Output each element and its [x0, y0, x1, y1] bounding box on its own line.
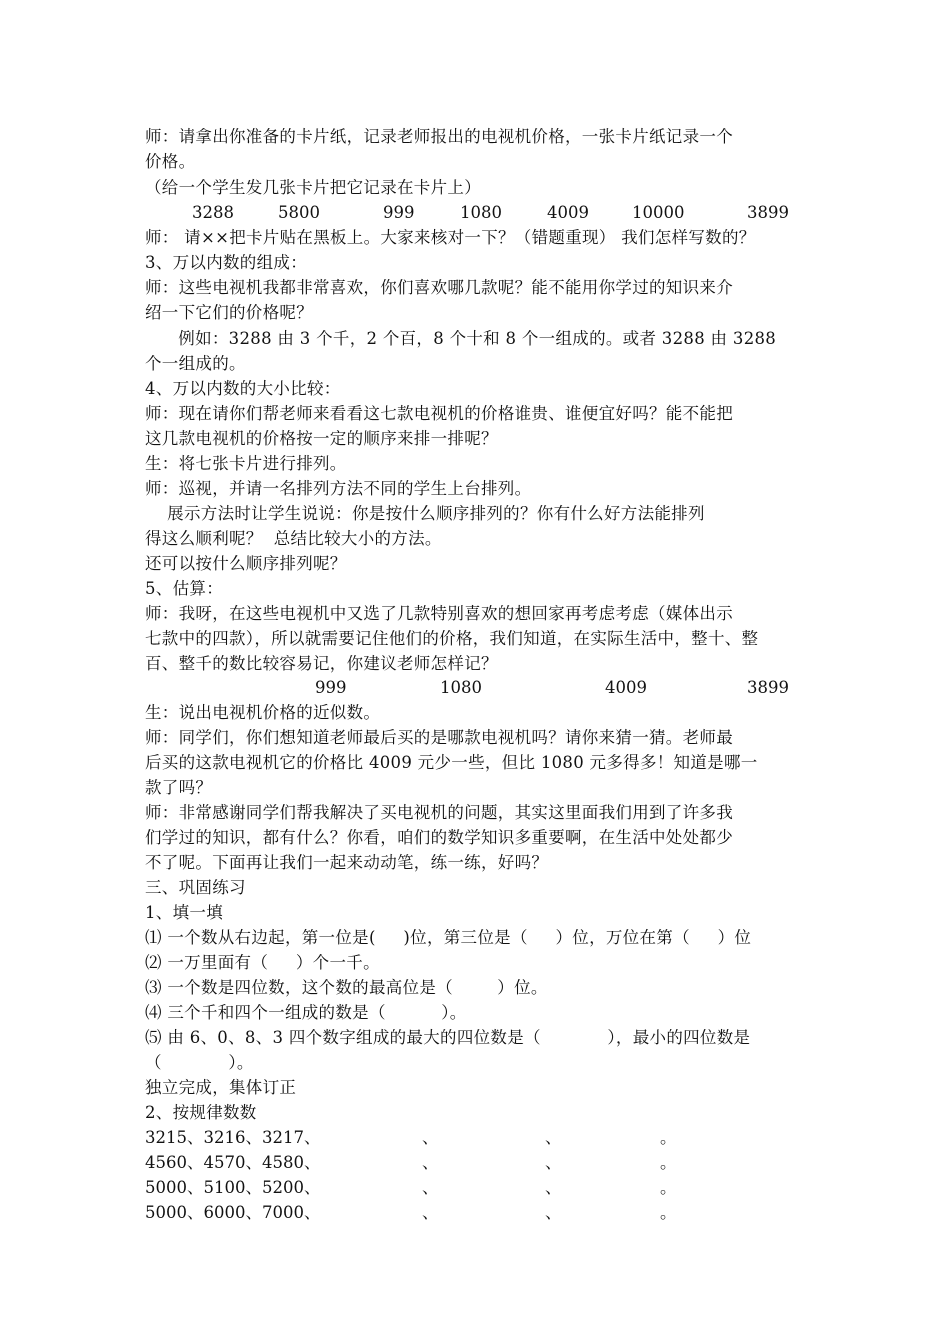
sequence-start: 3215、3216、3217、 — [145, 1128, 321, 1147]
sequence-start: 5000、5100、5200、 — [145, 1178, 321, 1197]
sequence-end: 。 — [660, 1153, 677, 1172]
section-heading: 三、巩固练习 — [145, 878, 246, 897]
section-heading: 1、填一填 — [145, 903, 223, 922]
text-line: 师：非常感谢同学们帮我解决了买电视机的问题，其实这里面我们用到了许多我 — [145, 803, 733, 822]
text-line: （给一个学生发几张卡片把它记录在卡片上） — [145, 178, 481, 197]
sequence-separator: 、 — [422, 1203, 439, 1222]
exercise-item: ⑵ 一万里面有（ ）个一千。 — [145, 953, 380, 972]
sequence-start: 5000、6000、7000、 — [145, 1203, 321, 1222]
sequence-end: 。 — [660, 1178, 677, 1197]
text-line: 师：现在请你们帮老师来看看这七款电视机的价格谁贵、谁便宜好吗？能不能把 — [145, 404, 733, 423]
text-line: 绍一下它们的价格呢？ — [145, 303, 313, 322]
section-heading: 2、按规律数数 — [145, 1103, 257, 1122]
text-line: 款了吗？ — [145, 778, 213, 797]
text-line: 价格。 — [145, 152, 196, 171]
text-line: 不了呢。下面再让我们一起来动动笔，练一练，好吗？ — [145, 853, 549, 872]
sequence-separator: 、 — [545, 1203, 562, 1222]
sequence-separator: 、 — [422, 1178, 439, 1197]
section-heading: 3、万以内数的组成： — [145, 253, 307, 272]
text-line: 师： 请××把卡片贴在黑板上。大家来核对一下？（错题重现） 我们怎样写数的？ — [145, 228, 756, 247]
exercise-item: （ ）。 — [145, 1053, 254, 1072]
text-line: 师：巡视，并请一名排列方法不同的学生上台排列。 — [145, 479, 532, 498]
section-heading: 4、万以内数的大小比较： — [145, 379, 341, 398]
price-value: 3899 — [747, 203, 789, 222]
price-value: 999 — [383, 203, 415, 222]
sequence-separator: 、 — [545, 1128, 562, 1147]
text-line: 百、整千的数比较容易记，你建议老师怎样记？ — [145, 654, 498, 673]
exercise-item: ⑴ 一个数从右边起，第一位是( )位，第三位是（ ）位，万位在第（ ）位 — [145, 928, 752, 947]
price-value: 10000 — [632, 203, 685, 222]
text-line: 生：说出电视机价格的近似数。 — [145, 703, 381, 722]
section-heading: 5、估算： — [145, 579, 223, 598]
text-line: 独立完成，集体订正 — [145, 1078, 297, 1097]
price-value: 3899 — [747, 678, 789, 697]
text-line: 例如：3288 由 3 个千，2 个百，8 个十和 8 个一组成的。或者 3288 由 3288 — [145, 329, 777, 348]
text-line: 七款中的四款），所以就需要记住他们的价格，我们知道，在实际生活中，整十、整 — [145, 629, 759, 648]
text-line: 后买的这款电视机它的价格比 4009 元少一些，但比 1080 元多得多！知道是哪一 — [145, 753, 758, 772]
exercise-item: ⑸ 由 6、0、8、3 四个数字组成的最大的四位数是（ ），最小的四位数是 — [145, 1028, 751, 1047]
text-line: 个一组成的。 — [145, 354, 246, 373]
text-line: 还可以按什么顺序排列呢？ — [145, 554, 347, 573]
sequence-separator: 、 — [545, 1178, 562, 1197]
text-line: 师：同学们，你们想知道老师最后买的是哪款电视机吗？请你来猜一猜。老师最 — [145, 728, 733, 747]
price-value: 4009 — [547, 203, 589, 222]
price-value: 3288 — [192, 203, 234, 222]
sequence-separator: 、 — [422, 1153, 439, 1172]
price-value: 999 — [315, 678, 347, 697]
price-value: 1080 — [460, 203, 502, 222]
exercise-item: ⑶ 一个数是四位数，这个数的最高位是（ ）位。 — [145, 978, 548, 997]
sequence-end: 。 — [660, 1128, 677, 1147]
text-line: 得这么顺利呢？ 总结比较大小的方法。 — [145, 529, 442, 548]
sequence-start: 4560、4570、4580、 — [145, 1153, 321, 1172]
exercise-item: ⑷ 三个千和四个一组成的数是（ ）。 — [145, 1003, 467, 1022]
text-line: 展示方法时让学生说说：你是按什么顺序排列的？你有什么好方法能排列 — [145, 504, 705, 523]
sequence-end: 。 — [660, 1203, 677, 1222]
text-line: 这几款电视机的价格按一定的顺序来排一排呢？ — [145, 429, 498, 448]
price-value: 1080 — [440, 678, 482, 697]
price-value: 5800 — [278, 203, 320, 222]
price-value: 4009 — [605, 678, 647, 697]
text-line: 师：这些电视机我都非常喜欢，你们喜欢哪几款呢？能不能用你学过的知识来介 — [145, 278, 733, 297]
sequence-separator: 、 — [422, 1128, 439, 1147]
text-line: 师：我呀，在这些电视机中又选了几款特别喜欢的想回家再考虑考虑（媒体出示 — [145, 604, 733, 623]
text-line: 师：请拿出你准备的卡片纸，记录老师报出的电视机价格，一张卡片纸记录一个 — [145, 127, 733, 146]
text-line: 生：将七张卡片进行排列。 — [145, 454, 347, 473]
text-line: 们学过的知识，都有什么？你看，咱们的数学知识多重要啊，在生活中处处都少 — [145, 828, 733, 847]
sequence-separator: 、 — [545, 1153, 562, 1172]
